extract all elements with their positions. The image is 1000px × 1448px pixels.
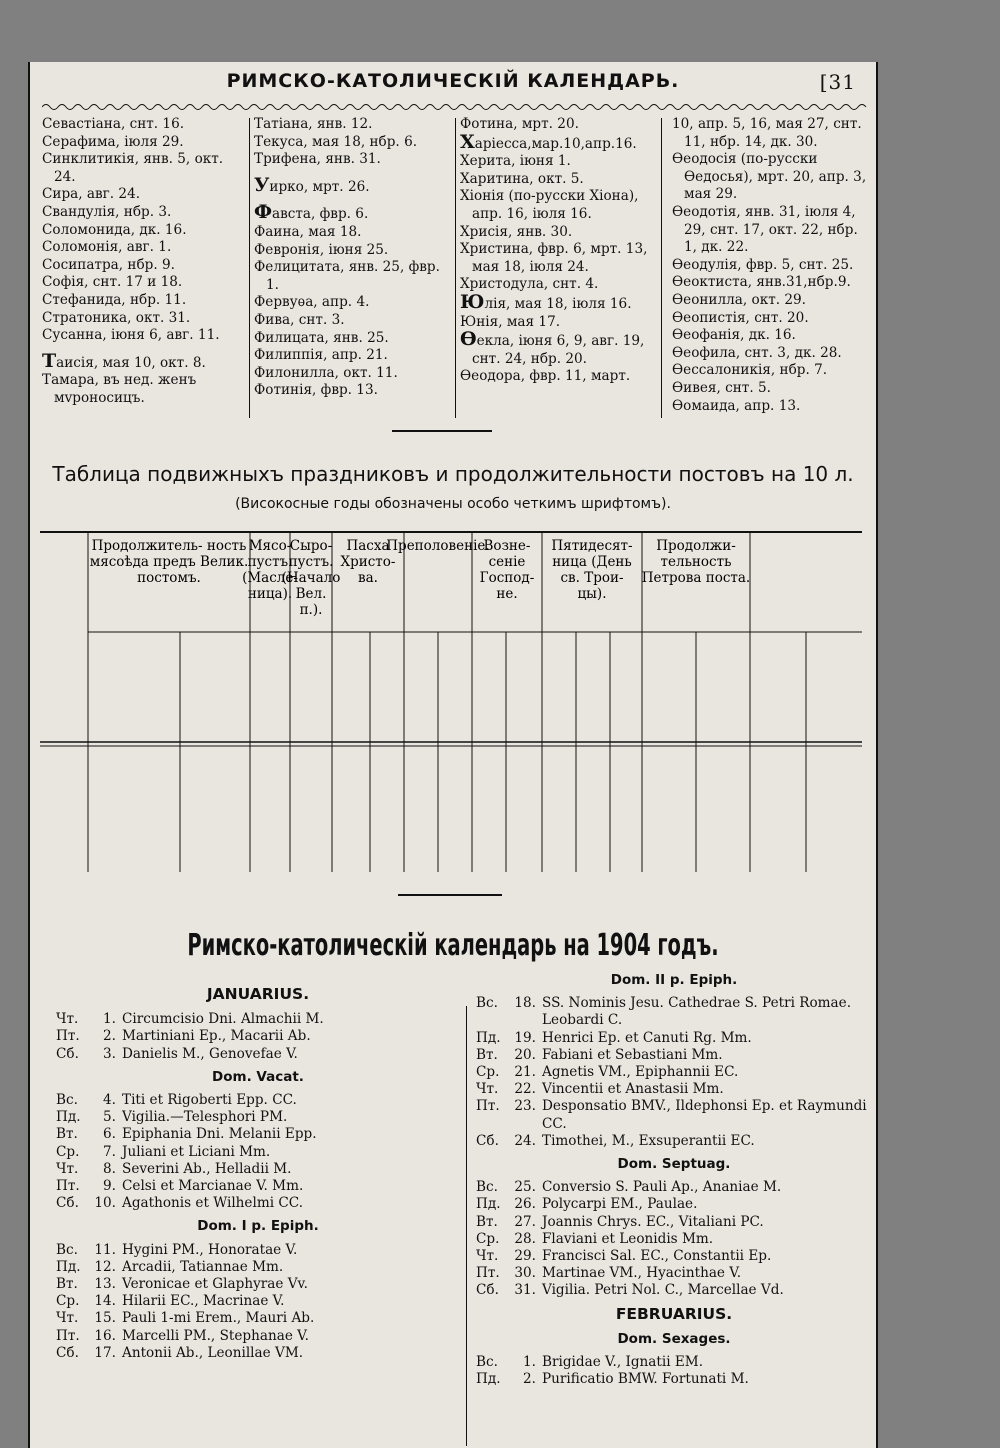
calendar-day-row (476, 1371, 872, 1388)
header-title: РИМСКО-КАТОЛИЧЕСКІЙ КАЛЕНДАРЬ. (226, 70, 680, 92)
weekday: Пд. (56, 1258, 81, 1275)
calendar-day-row (476, 1030, 872, 1047)
saints-text: Hygini PM., Honoratae V. (122, 1241, 298, 1258)
day-number: 2. (523, 1371, 536, 1388)
saints-text: Arcadii, Tatiannae Mm. (122, 1258, 284, 1275)
day-number: 8. (103, 1160, 116, 1177)
calendar-day-row (476, 1265, 872, 1282)
name-entry: Февронія, іюня 25. (254, 241, 389, 258)
sunday-heading: Dom. Septuag. (617, 1156, 731, 1173)
names-column-4 (672, 116, 872, 416)
names-column-1 (42, 116, 248, 416)
saints-text: Fabiani et Sebastiani Mm. (542, 1046, 723, 1063)
name-entry: Ѳомаида, апр. 13. (672, 397, 801, 414)
saints-text: Joannis Chrys. EC., Vitaliani PC. (542, 1213, 764, 1230)
weekday: Пт. (476, 1265, 500, 1282)
saints-text: Agathonis et Wilhelmi CC. (122, 1195, 304, 1212)
latin-calendar-title: Римско-католическій календарь на 1904 годъ. (187, 928, 719, 963)
saints-text: Pauli 1-mi Erem., Mauri Ab. (122, 1310, 315, 1327)
saints-text: Polycarpi EM., Paulae. (542, 1196, 698, 1213)
name-entry: Хрисія, янв. 30. (460, 223, 573, 240)
weekday: Пд. (56, 1109, 81, 1126)
name-entry: Фотина, мрт. 20. (460, 116, 579, 132)
calendar-day-row (56, 1046, 460, 1063)
weekday: Сб. (56, 1195, 79, 1212)
day-number: 29. (514, 1248, 536, 1265)
weekday: Вс. (476, 995, 498, 1012)
name-entry: Ѳеодотія, янв. 31, іюля 4, 29, снт. 17, окт. 22, нбр. 1, дк. 22. (672, 203, 858, 256)
names-column-3 (460, 116, 666, 416)
weekday: Вс. (56, 1241, 78, 1258)
name-entry: Свандулія, нбр. 3. (42, 203, 172, 220)
saints-text: Epiphania Dni. Melanii Epp. (122, 1126, 317, 1143)
name-entry: Сусанна, іюня 6, авг. 11. (42, 327, 220, 344)
saints-text: Marcelli PM., Stephanae V. (122, 1327, 309, 1344)
weekday: Ср. (56, 1143, 80, 1160)
name-entry: Филиппія, апр. 21. (254, 347, 388, 364)
name-entry: Ѳеопистія, снт. 20. (672, 309, 809, 326)
divider-rule (398, 894, 502, 896)
saints-text: Danielis M., Genovefae V. (122, 1045, 298, 1062)
saints-text: Martinae VM., Hyacinthae V. (542, 1265, 742, 1282)
table-title: Таблица подвижныхъ праздниковъ и продолжительности постовъ на 10 л. (52, 462, 854, 486)
name-entry: Соломонида, дк. 16. (42, 221, 187, 238)
calendar-day-row (476, 1354, 872, 1371)
sunday-heading: Dom. Vacat. (212, 1068, 304, 1085)
day-number: 10. (94, 1195, 116, 1212)
calendar-day-row (476, 1282, 872, 1299)
saints-text: Francisci Sal. EC., Constantii Ep. (542, 1248, 772, 1265)
day-number: 31. (514, 1282, 536, 1299)
saints-text: Celsi et Marcianae V. Mm. (122, 1178, 304, 1195)
weekday: Ср. (56, 1293, 80, 1310)
day-number: 26. (514, 1196, 536, 1213)
name-entry: Фелицитата, янв. 25, фвр. 1. (254, 259, 440, 293)
saints-text: Juliani et Liciani Mm. (122, 1143, 271, 1160)
saints-text: Titi et Rigoberti Epp. CC. (122, 1092, 297, 1109)
weekday: Чт. (56, 1011, 79, 1028)
day-number: 25. (514, 1179, 536, 1196)
saints-text: Vigilia. Petri Nol. C., Marcellae Vd. (542, 1282, 784, 1299)
day-number: 15. (94, 1310, 116, 1327)
weekday: Пт. (56, 1327, 80, 1344)
name-entry: Серафима, іюля 29. (42, 133, 184, 150)
calendar-day-row (476, 1098, 872, 1132)
calendar-day-row (476, 1133, 872, 1150)
day-number: 21. (514, 1064, 536, 1081)
day-number: 17. (94, 1344, 116, 1361)
name-entry: Херита, іюня 1. (460, 153, 571, 170)
calendar-day-row (56, 1293, 460, 1310)
group-header-5: Преполовеніе. (386, 538, 490, 554)
name-entry: Филонилла, окт. 11. (254, 364, 398, 381)
month-heading: FEBRUARIUS. (615, 1304, 733, 1323)
day-number: 4. (103, 1092, 116, 1109)
saints-text: Severini Ab., Helladii M. (122, 1160, 292, 1177)
day-number: 24. (514, 1132, 536, 1149)
calendar-day-row (56, 1345, 460, 1362)
table-svg (30, 528, 876, 888)
name-entry: Филицата, янв. 25. (254, 329, 389, 346)
name-entry: Стефанида, нбр. 11. (42, 291, 187, 308)
name-entry: Трифена, янв. 31. (254, 151, 381, 168)
day-number: 27. (514, 1213, 536, 1230)
calendar-day-row (476, 1248, 872, 1265)
calendar-day-row (56, 1161, 460, 1178)
name-entry: Христодула, снт. 4. (460, 276, 599, 293)
saints-text: Desponsatio BMV., Ildephonsi Ep. et Raymundi CC. (542, 1098, 867, 1132)
saints-text: Circumcisio Dni. Almachii M. (122, 1011, 324, 1028)
saints-text: Vigilia.—Telesphori PM. (122, 1109, 288, 1126)
day-number: 12. (94, 1258, 116, 1275)
weekday: Ср. (476, 1064, 500, 1081)
day-number: 1. (103, 1011, 116, 1028)
calendar-day-row (56, 1028, 460, 1045)
saints-text: Agnetis VM., Epiphannii EC. (542, 1064, 739, 1081)
day-number: 16. (94, 1327, 116, 1344)
weekday: Пд. (476, 1371, 501, 1388)
name-entry: Харитина, окт. 5. (460, 170, 584, 187)
day-number: 22. (514, 1081, 536, 1098)
name-entry: Сосипатра, нбр. 9. (42, 256, 175, 273)
name-entry: Фотинія, фвр. 13. (254, 382, 378, 399)
saints-text: Antonii Ab., Leonillae VM. (122, 1344, 304, 1361)
calendar-day-row (56, 1310, 460, 1327)
day-number: 5. (103, 1109, 116, 1126)
divider-rule (392, 430, 492, 432)
name-entry: Ѳеодулія, фвр. 5, снт. 25. (672, 256, 854, 273)
name-entry: Ѳеодосія (по-русски Ѳедосья), мрт. 20, апр. 3, мая 29. (672, 151, 867, 203)
latin-calendar-left-column (56, 980, 460, 1362)
name-entry: Татіана, янв. 12. (254, 116, 373, 132)
day-number: 3. (103, 1045, 116, 1062)
day-number: 6. (103, 1126, 116, 1143)
weekday: Пт. (476, 1098, 500, 1115)
page (28, 62, 878, 1448)
weekday: Вс. (476, 1179, 498, 1196)
female-names-section (42, 116, 870, 416)
saints-text: Vincentii et Anastasii Mm. (542, 1081, 724, 1098)
group-header-4: Пасха Христо-ва. (340, 538, 396, 586)
name-entry: 10, апр. 5, 16, мая 27, снт. 11, нбр. 14, дк. 30. (672, 116, 862, 150)
page-number: [31 (819, 70, 856, 94)
weekday: Вс. (476, 1354, 498, 1371)
saints-text: Henrici Ep. et Canuti Rg. Mm. (542, 1029, 752, 1046)
month-heading: JANUARIUS. (206, 985, 310, 1003)
day-number: 13. (94, 1276, 116, 1293)
name-entry: Тамара, въ нед. женъ мvроносицъ. (42, 372, 197, 406)
name-entry: Ѳеодора, фвр. 11, март. (460, 368, 631, 385)
weekday: Чт. (476, 1248, 499, 1265)
name-entry: Ѳеоктиста, янв.31,нбр.9. (672, 274, 851, 291)
sunday-heading: Dom. Sexages. (617, 1330, 731, 1347)
saints-text: Brigidae V., Ignatii EM. (542, 1354, 704, 1371)
day-number: 2. (103, 1028, 116, 1045)
column-divider (249, 118, 250, 418)
saints-text: Martiniani Ep., Macarii Ab. (122, 1028, 311, 1045)
calendar-day-row (476, 1179, 872, 1196)
saints-text: Conversio S. Pauli Ap., Ananiae M. (542, 1179, 782, 1196)
saints-text: Hilarii EC., Macrinae V. (122, 1293, 285, 1310)
day-number: 30. (514, 1265, 536, 1282)
calendar-day-row (476, 1196, 872, 1213)
name-entry: Соломонія, авг. 1. (42, 239, 172, 256)
calendar-day-row (56, 1109, 460, 1126)
name-entry: Харіесса,мар.10,апр.16. (460, 130, 637, 153)
calendar-day-row (476, 995, 872, 1029)
weekday: Ср. (476, 1230, 500, 1247)
name-entry: Софія, снт. 17 и 18. (42, 274, 183, 291)
name-entry: Христина, фвр. 6, мрт. 13, мая 18, іюля 24. (460, 241, 648, 275)
day-number: 18. (514, 995, 536, 1012)
running-header (30, 70, 876, 100)
name-entry: Юлія, мая 18, іюля 16. (460, 290, 632, 313)
day-number: 20. (514, 1046, 536, 1063)
name-entry: Ѳеонилла, окт. 29. (672, 291, 806, 308)
saints-text: SS. Nominis Jesu. Cathedrae S. Petri Romae. Leobardi C. (542, 995, 852, 1029)
weekday: Сб. (56, 1045, 79, 1062)
calendar-day-row (476, 1064, 872, 1081)
names-column-2 (254, 116, 454, 416)
calendar-day-row (56, 1178, 460, 1195)
name-entry: Сира, авг. 24. (42, 186, 141, 203)
sunday-heading: Dom. I p. Epiph. (197, 1218, 319, 1235)
group-header-2: Мясо-пустъ. (Масле-ница). (242, 538, 298, 602)
calendar-day-row (476, 1081, 872, 1098)
name-entry: Хіонія (по-русски Хіона), апр. 16, іюля 16. (460, 188, 639, 222)
column-divider (661, 118, 662, 418)
weekday: Вт. (56, 1126, 78, 1143)
saints-text: Timothei, M., Exsuperantii EC. (542, 1132, 755, 1149)
day-number: 1. (523, 1354, 536, 1371)
saints-text: Flaviani et Leonidis Mm. (542, 1230, 714, 1247)
name-entry: Фавста, фвр. 6. (254, 201, 369, 224)
day-number: 7. (103, 1143, 116, 1160)
calendar-day-row (56, 1092, 460, 1109)
calendar-day-row (56, 1126, 460, 1143)
name-entry: Севастіана, снт. 16. (42, 116, 185, 132)
name-entry: Уирко, мрт. 26. (254, 173, 370, 196)
saints-text: Purificatio BMW. Fortunati M. (542, 1371, 749, 1388)
group-header-6: Возне-сеніе Господ-не. (479, 538, 535, 602)
name-entry: Ѳессалоникія, нбр. 7. (672, 362, 828, 379)
weekday: Вс. (56, 1092, 78, 1109)
saints-text: Veronicae et Glaphyrae Vv. (122, 1276, 308, 1293)
column-divider (455, 118, 456, 418)
day-number: 11. (94, 1241, 116, 1258)
weekday: Чт. (56, 1310, 79, 1327)
calendar-day-row (476, 1214, 872, 1231)
calendar-day-row (56, 1144, 460, 1161)
weekday: Пд. (476, 1196, 501, 1213)
name-entry: Таисія, мая 10, окт. 8. (42, 349, 206, 372)
calendar-day-row (56, 1242, 460, 1259)
weekday: Сб. (476, 1282, 499, 1299)
calendar-day-row (476, 1231, 872, 1248)
name-entry: Юнія, мая 17. (460, 313, 561, 330)
calendar-day-row (56, 1328, 460, 1345)
weekday: Вт. (476, 1046, 498, 1063)
weekday: Пт. (56, 1028, 80, 1045)
day-number: 9. (103, 1178, 116, 1195)
sunday-heading: Dom. II p. Epiph. (610, 972, 738, 988)
weekday: Сб. (476, 1132, 499, 1149)
weekday: Пт. (56, 1178, 80, 1195)
calendar-day-row (56, 1276, 460, 1293)
latin-calendar-right-column (476, 966, 872, 1388)
name-entry: Синклитикія, янв. 5, окт. 24. (42, 151, 224, 185)
calendar-day-row (476, 1047, 872, 1064)
name-entry: Текуса, мая 18, нбр. 6. (254, 133, 418, 150)
name-entry: Стратоника, окт. 31. (42, 309, 191, 326)
group-header-1: Продолжитель- ность мясоѣда предъ Велик. постомъ. (89, 538, 249, 586)
group-header-3: Сыро-пустъ. (Начало Вел. п.). (281, 538, 341, 618)
weekday: Вт. (476, 1213, 498, 1230)
weekday: Пд. (476, 1029, 501, 1046)
weekday: Чт. (476, 1081, 499, 1098)
group-header-7: Пятидесят-ница (День св. Трои-цы). (551, 538, 633, 602)
day-number: 19. (514, 1029, 536, 1046)
movable-feasts-table (30, 528, 876, 888)
calendar-day-row (56, 1195, 460, 1212)
calendar-day-row (56, 1259, 460, 1276)
name-entry: Ѳеофила, снт. 3, дк. 28. (672, 344, 842, 361)
day-number: 14. (94, 1293, 116, 1310)
name-entry: Ѳекла, іюня 6, 9, авг. 19, снт. 24, нбр. 20. (460, 328, 645, 367)
name-entry: Фаина, мая 18. (254, 223, 362, 240)
weekday: Вт. (56, 1276, 78, 1293)
day-number: 28. (514, 1230, 536, 1247)
group-header-8: Продолжи-тельность Петрова поста. (641, 538, 751, 586)
name-entry: Фервуѳа, апр. 4. (254, 294, 370, 311)
day-number: 23. (514, 1098, 536, 1115)
column-divider (466, 1006, 467, 1446)
wavy-rule (42, 102, 868, 112)
calendar-day-row (56, 1011, 460, 1028)
name-entry: Фива, снт. 3. (254, 311, 345, 328)
weekday: Чт. (56, 1160, 79, 1177)
name-entry: Ѳеофанія, дк. 16. (672, 327, 796, 344)
name-entry: Ѳивея, снт. 5. (672, 379, 771, 396)
table-subtitle: (Високосные годы обозначены особо четкимъ шрифтомъ). (235, 496, 671, 512)
weekday: Сб. (56, 1344, 79, 1361)
